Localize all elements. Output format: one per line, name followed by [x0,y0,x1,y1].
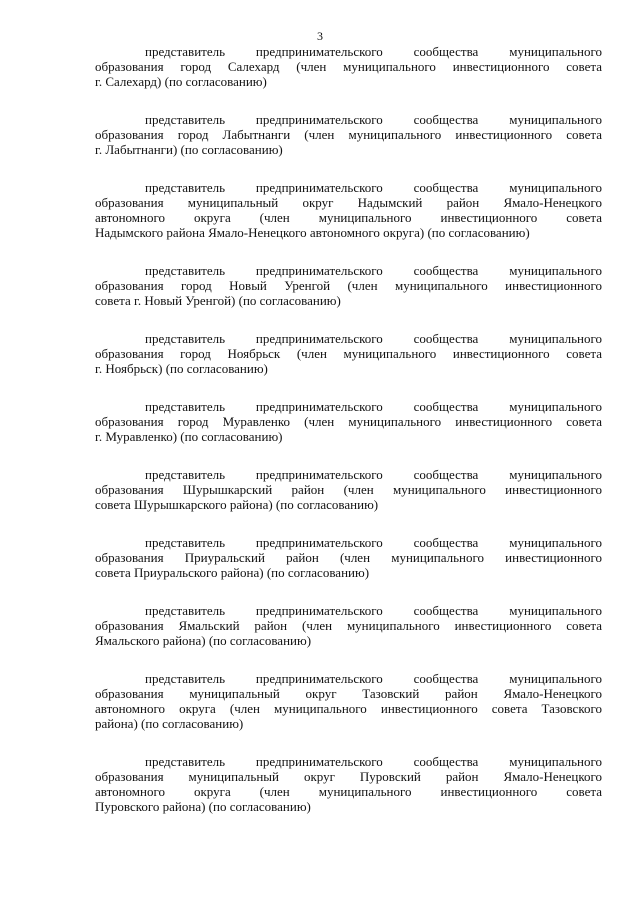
entry-line: автономного округа (член муниципального инвестиционного совета Тазовского [95,701,602,716]
member-entry [95,603,602,648]
entry-line: представитель предпринимательского сообщества муниципального [145,399,602,414]
entry-line: представитель предпринимательского сообщества муниципального [145,44,602,59]
entry-line: г. Ноябрьск) (по согласованию) [95,361,268,376]
entry-line: представитель предпринимательского сообщества муниципального [145,671,602,686]
entry-line: представитель предпринимательского сообщества муниципального [145,467,602,482]
member-entry [95,44,602,89]
entry-line: образования Приуральский район (член муниципального инвестиционного [95,550,602,565]
entry-line: Пуровского района) (по согласованию) [95,799,311,814]
member-entry [95,263,602,308]
entry-line: образования Ямальский район (член муниципального инвестиционного совета [95,618,602,633]
member-entry [95,112,602,157]
entry-line: представитель предпринимательского сообщества муниципального [145,112,602,127]
document-body [95,44,602,837]
entry-line: образования муниципальный округ Пуровский район Ямало-Ненецкого [95,769,602,784]
member-entry [95,754,602,814]
entry-line: образования муниципальный округ Надымский район Ямало-Ненецкого [95,195,602,210]
entry-line: г. Салехард) (по согласованию) [95,74,267,89]
member-entry [95,671,602,731]
entry-line: образования муниципальный округ Тазовский район Ямало-Ненецкого [95,686,602,701]
entry-line: представитель предпринимательского сообщества муниципального [145,263,602,278]
entry-line: представитель предпринимательского сообщества муниципального [145,535,602,550]
entry-line: Надымского района Ямало-Ненецкого автономного округа) (по согласованию) [95,225,530,240]
entry-line: представитель предпринимательского сообщества муниципального [145,603,602,618]
page-number: 3 [317,29,323,43]
entry-line: совета г. Новый Уренгой) (по согласованию) [95,293,341,308]
entry-line: автономного округа (член муниципального инвестиционного совета [95,210,602,225]
member-entry [95,399,602,444]
entry-line: г. Муравленко) (по согласованию) [95,429,283,444]
entry-line: автономного округа (член муниципального инвестиционного совета [95,784,602,799]
entry-line: образования город Ноябрьск (член муниципального инвестиционного совета [95,346,602,361]
entry-line: образования Шурышкарский район (член муниципального инвестиционного [95,482,602,497]
member-entry [95,535,602,580]
member-entry [95,467,602,512]
entry-line: совета Шурышкарского района) (по согласованию) [95,497,379,512]
entry-line: Ямальского района) (по согласованию) [95,633,312,648]
entry-line: района) (по согласованию) [95,716,244,731]
entry-line: образования город Салехард (член муниципального инвестиционного совета [95,59,602,74]
entry-line: образования город Лабытнанги (член муниципального инвестиционного совета [95,127,602,142]
member-entry [95,331,602,376]
member-entry [95,180,602,240]
entry-line: представитель предпринимательского сообщества муниципального [145,331,602,346]
entry-line: представитель предпринимательского сообщества муниципального [145,754,602,769]
entry-line: представитель предпринимательского сообщества муниципального [145,180,602,195]
entry-line: образования город Муравленко (член муниципального инвестиционного совета [95,414,602,429]
entry-line: образования город Новый Уренгой (член муниципального инвестиционного [95,278,602,293]
entry-line: совета Приуральского района) (по согласованию) [95,565,370,580]
entry-line: г. Лабытнанги) (по согласованию) [95,142,283,157]
